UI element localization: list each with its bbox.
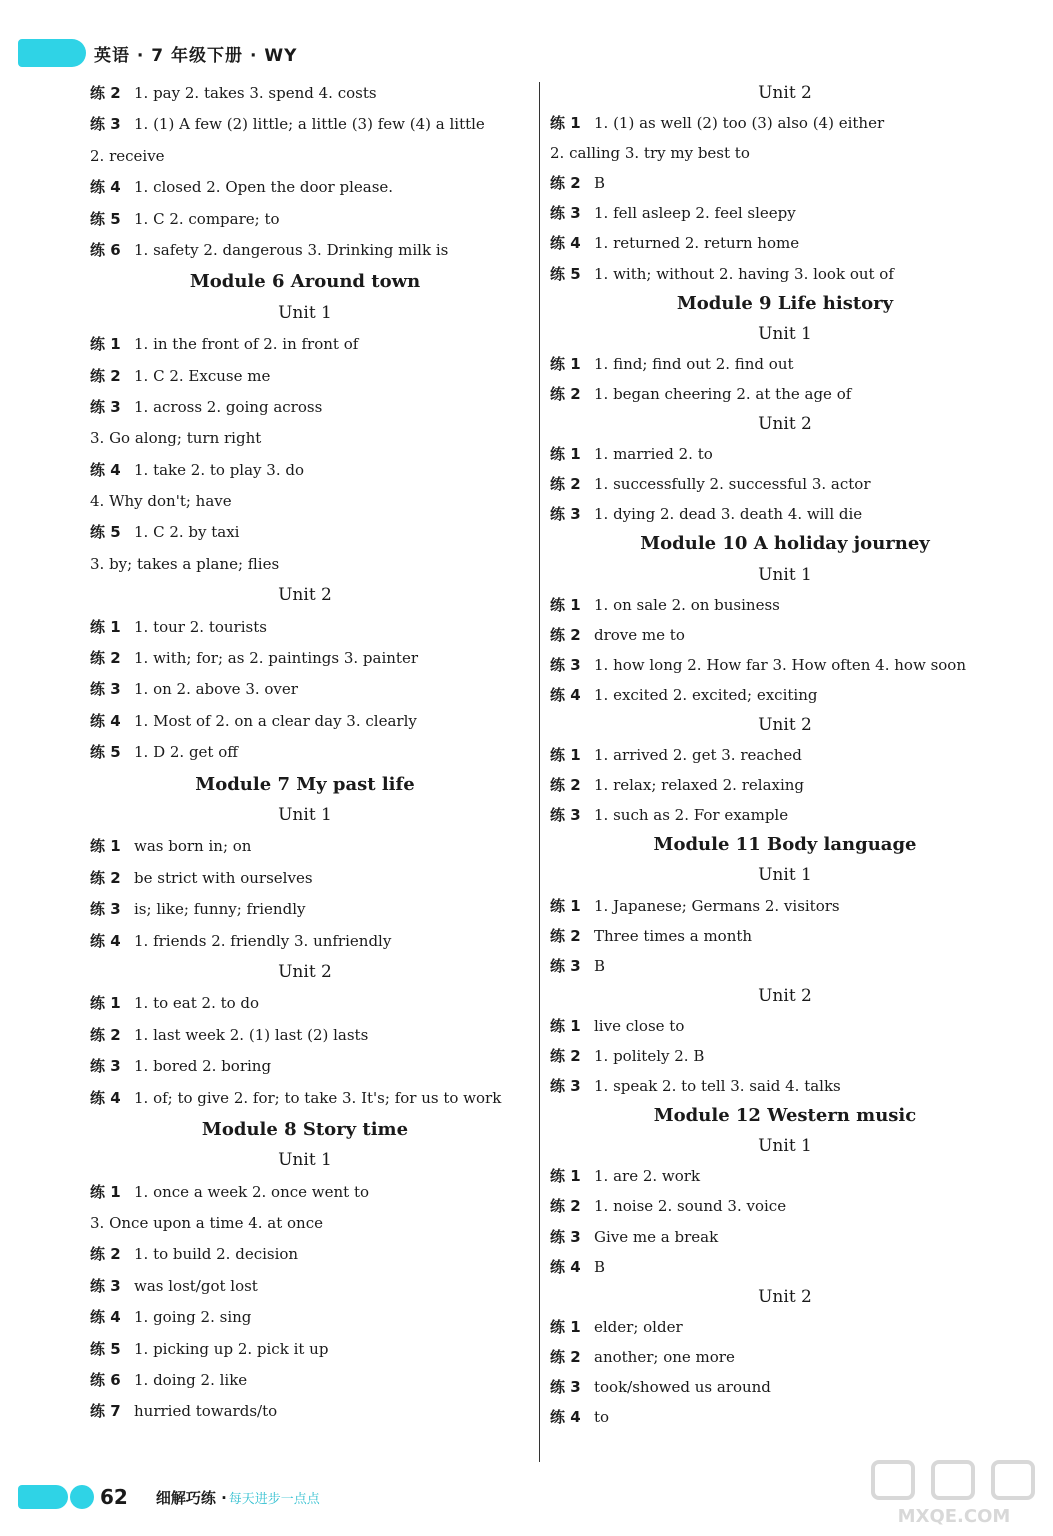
answer-row (90, 1020, 520, 1051)
answer-row (550, 1252, 1020, 1282)
watermark-text: MXQE.COM (897, 1506, 1011, 1527)
exercise-label: 练 4 (90, 1308, 121, 1327)
answer-row (550, 1161, 1020, 1191)
exercise-label: 练 3 (90, 1057, 121, 1076)
module-heading: Module 9 Life history (676, 292, 894, 314)
exercise-label: 练 4 (90, 711, 121, 730)
answer-text: 1. arrived 2. get 3. reached (594, 746, 802, 765)
answer-text: is; like; funny; friendly (134, 900, 306, 919)
answer-row (90, 78, 520, 109)
exercise-label: 练 4 (550, 1408, 581, 1427)
answer-row (90, 1365, 520, 1396)
module-heading: Module 7 My past life (195, 773, 415, 795)
unit-heading: Unit 1 (758, 1136, 812, 1157)
answer-row (550, 1071, 1020, 1101)
answer-text: 1. take 2. to play 3. do (134, 460, 304, 479)
answer-row (90, 926, 520, 957)
unit-heading: Unit 1 (758, 564, 812, 585)
answer-row (90, 1051, 520, 1082)
answer-text: 1. find; find out 2. find out (594, 354, 794, 373)
answer-text: 1. speak 2. to tell 3. said 4. talks (594, 1077, 841, 1096)
footer-accent-bar (18, 1485, 68, 1509)
exercise-label: 练 3 (90, 1276, 121, 1295)
answer-row (90, 549, 520, 580)
answer-row (550, 590, 1020, 620)
footer-brand: 细解巧练 · (155, 1488, 227, 1507)
answer-text: 2. receive (90, 146, 165, 165)
exercise-label: 练 4 (90, 1088, 121, 1107)
answer-text: 1. with; without 2. having 3. look out of (594, 264, 894, 283)
answer-row (90, 486, 520, 517)
answer-row (550, 921, 1020, 951)
unit-heading: Unit 1 (758, 865, 812, 886)
exercise-label: 练 3 (550, 505, 581, 524)
answer-text: 1. across 2. going across (134, 397, 323, 416)
answer-row (90, 1208, 520, 1239)
answer-text: 1. last week 2. (1) last (2) lasts (134, 1025, 369, 1044)
exercise-label: 练 1 (550, 1167, 581, 1186)
answer-row (550, 379, 1020, 409)
exercise-label: 练 3 (90, 900, 121, 919)
answer-row (90, 737, 520, 768)
answer-text: 1. with; for; as 2. paintings 3. painter (134, 649, 419, 668)
answer-row (90, 894, 520, 925)
answer-row (90, 455, 520, 486)
page-number: 62 (100, 1485, 128, 1509)
exercise-label: 练 4 (550, 1257, 581, 1276)
answer-row (550, 1312, 1020, 1342)
answer-row (90, 863, 520, 894)
exercise-label: 练 3 (90, 115, 121, 134)
answer-text: Three times a month (594, 926, 753, 945)
answer-text: 1. of; to give 2. for; to take 3. It's; for us to work (134, 1088, 502, 1107)
answer-row (90, 204, 520, 235)
exercise-label: 练 2 (550, 1197, 581, 1216)
exercise-label: 练 1 (90, 1182, 121, 1201)
exercise-label: 练 5 (550, 264, 581, 283)
exercise-label: 练 1 (550, 354, 581, 373)
unit-heading: Unit 2 (278, 585, 332, 606)
exercise-label: 练 2 (550, 776, 581, 795)
answer-text: 1. noise 2. sound 3. voice (594, 1197, 787, 1216)
exercise-label: 练 2 (90, 649, 121, 668)
exercise-label: 练 7 (90, 1402, 121, 1421)
answer-text: 1. dying 2. dead 3. death 4. will die (594, 505, 863, 524)
exercise-label: 练 3 (550, 806, 581, 825)
unit-heading: Unit 2 (758, 985, 812, 1006)
answer-text: 1. on 2. above 3. over (134, 680, 298, 699)
exercise-label: 练 5 (90, 209, 121, 228)
answer-text: 1. friends 2. friendly 3. unfriendly (134, 931, 392, 950)
exercise-label: 练 2 (90, 1025, 121, 1044)
exercise-label: 练 5 (90, 523, 121, 542)
answer-text: 4. Why don't; have (90, 492, 232, 511)
answer-row (550, 650, 1020, 680)
answer-text: B (594, 956, 606, 975)
exercise-label: 练 3 (550, 1378, 581, 1397)
answer-row (550, 439, 1020, 469)
answer-text: was lost/got lost (134, 1276, 258, 1295)
answer-text: 1. began cheering 2. at the age of (594, 384, 852, 403)
answer-text: hurried towards/to (134, 1402, 278, 1421)
answer-row (550, 1222, 1020, 1252)
answer-row (90, 1396, 520, 1427)
unit-heading: Unit 2 (758, 83, 812, 103)
unit-heading: Unit 2 (758, 714, 812, 735)
answer-text: 1. tour 2. tourists (134, 617, 267, 636)
answer-row (90, 423, 520, 454)
exercise-label: 练 3 (90, 680, 121, 699)
answer-row (550, 1372, 1020, 1402)
answer-row (90, 109, 520, 140)
exercise-label: 练 3 (90, 397, 121, 416)
answer-text: 1. to build 2. decision (134, 1245, 299, 1264)
answer-row (90, 988, 520, 1019)
answer-text: 1. relax; relaxed 2. relaxing (594, 776, 805, 795)
answer-row (90, 643, 520, 674)
book-title: 英语 · 7 年级下册 · WY (94, 45, 298, 66)
answer-row (90, 1177, 520, 1208)
exercise-label: 练 1 (550, 445, 581, 464)
answer-text: 1. C 2. compare; to (134, 209, 280, 228)
answer-text: B (594, 174, 606, 193)
module-heading: Module 10 A holiday journey (640, 533, 930, 555)
exercise-label: 练 1 (550, 1016, 581, 1035)
exercise-label: 练 3 (550, 956, 581, 975)
exercise-label: 练 3 (550, 655, 581, 674)
module-heading: Module 11 Body language (653, 834, 917, 856)
answer-row (90, 392, 520, 423)
answer-text: drove me to (594, 625, 685, 644)
page-footer (18, 1482, 320, 1512)
answer-text: 1. D 2. get off (134, 743, 238, 762)
exercise-label: 练 2 (550, 1047, 581, 1065)
exercise-label: 练 1 (90, 994, 121, 1013)
answer-row (550, 891, 1020, 921)
answer-text: 1. returned 2. return home (594, 234, 800, 253)
unit-heading: Unit 2 (758, 1286, 812, 1307)
answer-row (90, 831, 520, 862)
unit-heading: Unit 1 (278, 804, 332, 825)
answer-row (550, 198, 1020, 228)
answer-text: 1. bored 2. boring (134, 1057, 272, 1076)
answer-text: be strict with ourselves (134, 868, 313, 887)
answer-row (90, 361, 520, 392)
answer-text: B (594, 1257, 606, 1276)
exercise-label: 练 4 (90, 931, 121, 950)
answer-row (550, 1041, 1020, 1071)
exercise-label: 练 2 (550, 625, 581, 644)
answer-text: 1. excited 2. excited; exciting (594, 685, 818, 704)
answer-text: elder; older (594, 1317, 683, 1336)
answer-text: 1. successfully 2. successful 3. actor (594, 475, 871, 494)
exercise-label: 练 1 (550, 746, 581, 765)
answer-text: 1. are 2. work (594, 1167, 701, 1186)
answer-text: another; one more (594, 1347, 735, 1366)
answer-row (550, 349, 1020, 379)
exercise-label: 练 2 (550, 926, 581, 945)
watermark-logo-icon (869, 1458, 1039, 1528)
unit-heading: Unit 2 (758, 414, 812, 435)
answer-row (90, 141, 520, 172)
answer-text: live close to (594, 1016, 685, 1035)
answer-row (550, 680, 1020, 710)
answer-text: 1. (1) A few (2) little; a little (3) few (4) a little (134, 115, 485, 134)
exercise-label: 练 2 (90, 1245, 121, 1264)
answer-row (550, 499, 1020, 529)
unit-heading: Unit 1 (278, 302, 332, 323)
answer-text: 1. how long 2. How far 3. How often 4. how soon (594, 655, 966, 674)
exercise-label: 练 2 (550, 174, 581, 193)
exercise-label: 练 1 (90, 335, 121, 354)
answer-row (550, 1011, 1020, 1041)
answer-row (90, 1083, 520, 1114)
exercise-label: 练 6 (90, 1371, 121, 1390)
answer-text: 1. C 2. Excuse me (134, 366, 271, 385)
exercise-label: 练 1 (550, 896, 581, 915)
exercise-label: 练 1 (550, 114, 581, 133)
module-heading: Module 12 Western music (653, 1105, 917, 1127)
column-divider (539, 82, 540, 1462)
exercise-label: 练 2 (90, 868, 121, 887)
footer-slogan: 每天进步一点点 (228, 1491, 320, 1507)
answer-text: 3. by; takes a plane; flies (90, 554, 280, 573)
answer-text: 1. on sale 2. on business (594, 595, 780, 614)
answer-row (550, 138, 1020, 168)
exercise-label: 练 2 (550, 384, 581, 403)
answer-text: 3. Once upon a time 4. at once (90, 1214, 323, 1233)
right-column (550, 78, 1020, 1432)
answer-text: 1. picking up 2. pick it up (134, 1339, 329, 1358)
answer-row (550, 108, 1020, 138)
answer-row (90, 172, 520, 203)
exercise-label: 练 4 (90, 178, 121, 197)
answer-text: 1. Most of 2. on a clear day 3. clearly (134, 711, 417, 730)
answer-row (90, 517, 520, 548)
exercise-label: 练 1 (550, 595, 581, 614)
answer-row (550, 259, 1020, 289)
answer-row (550, 951, 1020, 981)
answer-text: Give me a break (594, 1227, 719, 1246)
answer-text: 1. (1) as well (2) too (3) also (4) either (594, 114, 885, 133)
header-accent-bar (18, 39, 86, 67)
answer-text: 1. C 2. by taxi (134, 523, 240, 542)
answer-text: 1. fell asleep 2. feel sleepy (594, 204, 796, 223)
answer-row (90, 1239, 520, 1270)
answer-row (550, 620, 1020, 650)
answer-text: 1. in the front of 2. in front of (134, 335, 359, 354)
exercise-label: 练 2 (550, 475, 581, 494)
answer-row (550, 469, 1020, 499)
answer-text: 2. calling 3. try my best to (550, 144, 750, 163)
answer-row (90, 706, 520, 737)
answer-text: took/showed us around (594, 1378, 771, 1397)
exercise-label: 练 1 (90, 617, 121, 636)
exercise-label: 练 1 (90, 837, 121, 856)
answer-text: 1. once a week 2. once went to (134, 1182, 370, 1201)
exercise-label: 练 3 (550, 1227, 581, 1246)
exercise-label: 练 3 (550, 1077, 581, 1096)
answer-text: 3. Go along; turn right (90, 429, 262, 448)
answer-text: 1. Japanese; Germans 2. visitors (594, 896, 840, 915)
footer-accent-dot (70, 1485, 94, 1509)
answer-row (90, 674, 520, 705)
exercise-label: 练 2 (550, 1347, 581, 1366)
answer-text: was born in; on (134, 837, 252, 856)
exercise-label: 练 4 (550, 234, 581, 253)
answer-row (90, 1334, 520, 1365)
answer-row (550, 1402, 1020, 1432)
answer-row (550, 168, 1020, 198)
exercise-label: 练 4 (90, 460, 121, 479)
exercise-label: 练 6 (90, 240, 121, 259)
exercise-label: 练 2 (90, 84, 121, 102)
exercise-label: 练 5 (90, 1339, 121, 1358)
exercise-label: 练 3 (550, 204, 581, 223)
module-heading: Module 8 Story time (201, 1118, 409, 1140)
answer-row (90, 1302, 520, 1333)
answer-row (550, 228, 1020, 258)
left-column (90, 78, 520, 1428)
answer-text: 1. safety 2. dangerous 3. Drinking milk is (134, 240, 449, 259)
exercise-label: 练 2 (90, 366, 121, 385)
answer-text: 1. married 2. to (594, 445, 713, 464)
answer-text: 1. to eat 2. to do (134, 994, 260, 1013)
exercise-label: 练 1 (550, 1317, 581, 1336)
answer-text: 1. pay 2. takes 3. spend 4. costs (134, 84, 377, 102)
unit-heading: Unit 1 (278, 1150, 332, 1171)
exercise-label: 练 5 (90, 743, 121, 762)
answer-row (90, 235, 520, 266)
answer-text: 1. closed 2. Open the door please. (134, 178, 394, 197)
answer-row (550, 740, 1020, 770)
unit-heading: Unit 1 (758, 323, 812, 344)
answer-row (550, 1342, 1020, 1372)
answer-row (90, 329, 520, 360)
answer-text: 1. doing 2. like (134, 1371, 248, 1390)
unit-heading: Unit 2 (278, 961, 332, 982)
answer-row (90, 1271, 520, 1302)
answer-text: 1. such as 2. For example (594, 806, 789, 825)
answer-row (550, 770, 1020, 800)
answer-text: 1. going 2. sing (134, 1308, 252, 1327)
exercise-label: 练 4 (550, 685, 581, 704)
answer-row (90, 612, 520, 643)
answer-row (550, 1191, 1020, 1221)
answer-text: 1. politely 2. B (594, 1047, 705, 1065)
answer-row (550, 800, 1020, 830)
page-header (18, 38, 297, 68)
answer-text: to (594, 1408, 610, 1427)
module-heading: Module 6 Around town (189, 271, 421, 293)
